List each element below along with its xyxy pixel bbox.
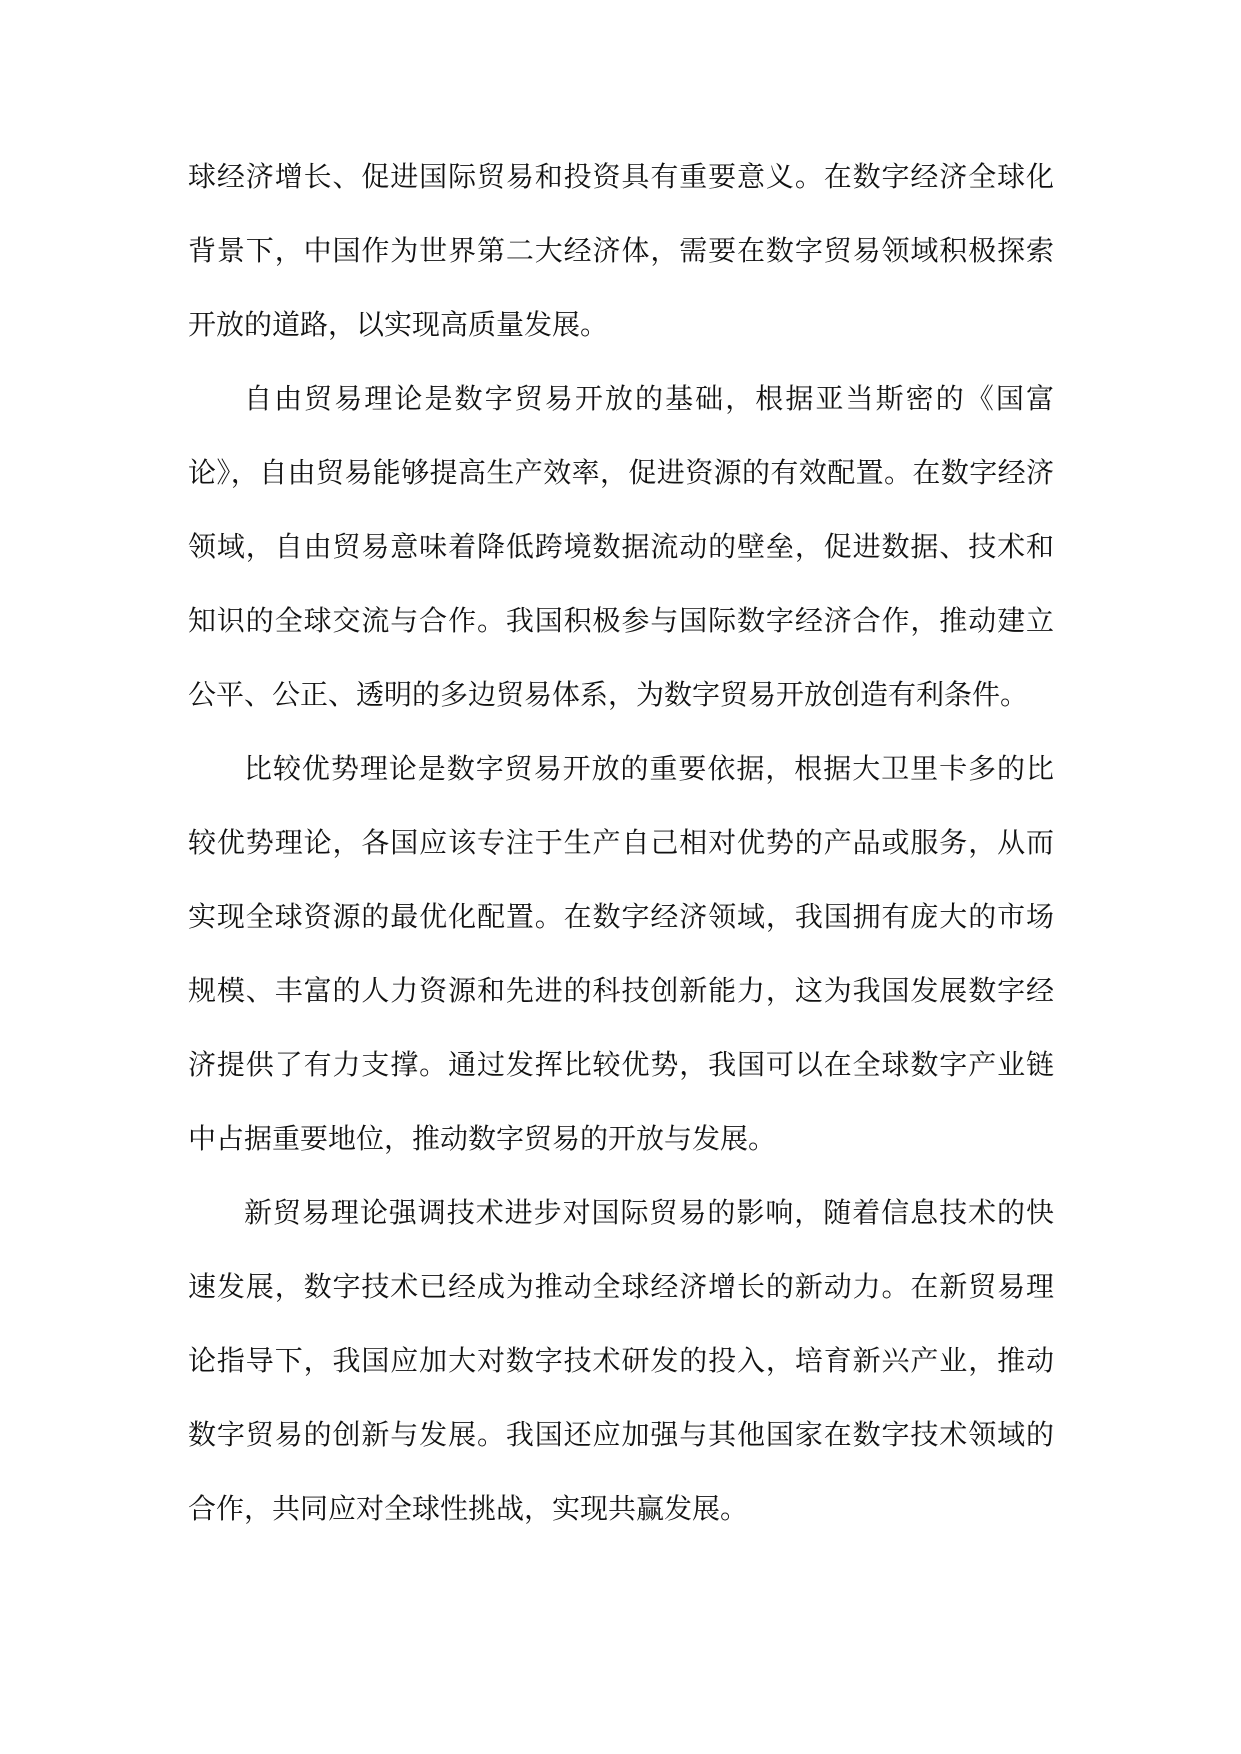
paragraph-free-trade-theory: 自由贸易理论是数字贸易开放的基础，根据亚当斯密的《国富论》，自由贸易能够提高生产效率，促进资源的有效配置。在数字经济领域，自由贸易意味着降低跨境数据流动的壁垒，促进数据、技术和知识的全球交流与合作。我国积极参与国际数字经济合作，推动建立公平、公正、透明的多边贸易体系，为数字贸易开放创造有利条件。 [188, 382, 1054, 711]
paragraph-new-trade-theory: 新贸易理论强调技术进步对国际贸易的影响，随着信息技术的快速发展，数字技术已经成为推动全球经济增长的新动力。在新贸易理论指导下，我国应加大对数字技术研发的投入，培育新兴产业，推动数字贸易的创新与发展。我国还应加强与其他国家在数字技术领域的合作，共同应对全球性挑战，实现共赢发展。 [188, 1196, 1054, 1525]
paragraph-continuation: 球经济增长、促进国际贸易和投资具有重要意义。在数字经济全球化背景下，中国作为世界第二大经济体，需要在数字贸易领域积极探索开放的道路，以实现高质量发展。 [188, 160, 1054, 341]
document-body [188, 140, 1054, 1546]
paragraph-comparative-advantage: 比较优势理论是数字贸易开放的重要依据，根据大卫里卡多的比较优势理论，各国应该专注于生产自己相对优势的产品或服务，从而实现全球资源的最优化配置。在数字经济领域，我国拥有庞大的市场规模、丰富的人力资源和先进的科技创新能力，这为我国发展数字经济提供了有力支撑。通过发挥比较优势，我国可以在全球数字产业链中占据重要地位，推动数字贸易的开放与发展。 [188, 752, 1054, 1155]
